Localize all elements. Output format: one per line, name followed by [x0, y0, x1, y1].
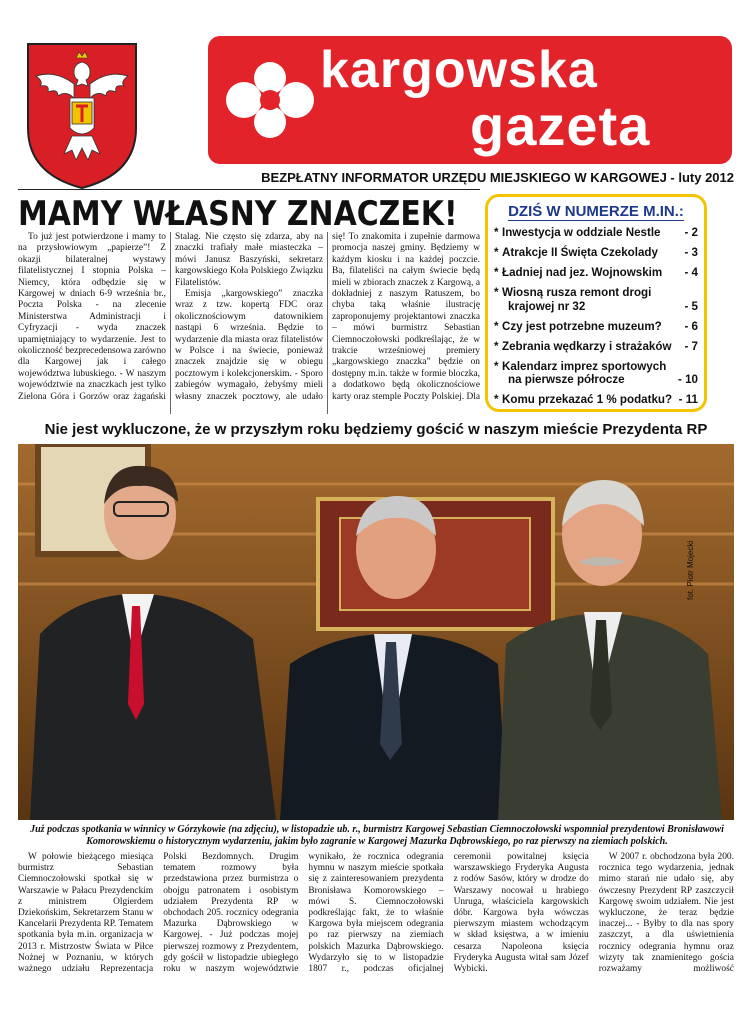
lead-article-paragraph: To już jest potwierdzone i mamy to na przysłowiowym „papierze”! Z okazji bilateralnej wystawy filatelistycznej I stopnia Polska – Niemcy, która odbędzie się w Kargowej w dniach 6-9 września br., Poczta Polska - na zlecenie Ministerstwa Administracji i Cyfryzacji - wyda znaczek upamiętniający to wydarzenie. Jest to okoliczność bezprecedensowa zarówno dla Kargowej jak i całego województwa lubuskiego. - W naszym województwie na znaczkach jest tylko Zielona Góra i Gorzów oraz żagański Stalag. Nie często się zdarza, aby na znaczki trafiały małe miasteczka – mówi Janusz Baszyński, sekretarz kargowskiego Koła Polskiego Związku Filatelistów.: [18, 232, 323, 402]
contents-item-label: Zebrania wędkarzy i strażaków: [502, 339, 672, 353]
contents-item-page: - 7: [684, 339, 698, 353]
contents-item-page: - 2: [684, 226, 698, 239]
contents-bullet: *: [494, 226, 499, 239]
contents-item-label: Komu przekazać 1 % podatku?: [502, 393, 673, 407]
second-article: [18, 852, 734, 978]
contents-bullet: *: [494, 339, 499, 353]
photo-credit: fot. Piotr Mojecki: [686, 540, 695, 600]
contents-item-label: Inwestycja w oddziale Nestle: [502, 226, 661, 239]
contents-item: [494, 320, 698, 334]
logo-title-line1: kargowska: [320, 41, 598, 99]
photo-subhead: Nie jest wykluczone, że w przyszłym roku będziemy gościć w naszym mieście Prezydenta RP: [44, 421, 708, 438]
contents-item-label: Atrakcje II Święta Czekolady: [502, 245, 658, 259]
contents-bullet: *: [494, 245, 499, 259]
masthead-banner: [208, 36, 732, 164]
contents-item: [494, 266, 698, 280]
lead-article: [18, 232, 480, 414]
contents-item: [494, 393, 698, 407]
contents-item: [494, 360, 698, 387]
logo-circles-icon: [222, 58, 318, 142]
second-article-paragraph: W połowie bieżącego miesiąca burmistrz Sebastian Ciemnoczołowski spotkał się w Warszawie w Pałacu Prezydenckim z ministrem Olgierdem Dziekońskim, Sekretarzem Stanu w Kancelarii Prezydenta RP. Tematem spotkania była m.in. organizacja w 2013 r. Mistrzostw Świata w Piłce Nożnej w Poznaniu, w których ważnego udziału Reprezentacja Polski Bezdomnych. Drugim tematem rozmowy była przedstawiona przez burmistrza o obojgu patronatem i osobistym udziałem Prezydenta RP w obchodach 205. rocznicy odegrania Mazurka Dąbrowskiego w Kargowej. - Już podczas mojej pierwszej rozmowy z Prezydentem, gdy gościł w listopadzie ubiegłego roku w naszym województwie wynikało, że rocznica odegrania hymnu w naszym mieście spotkała się z zainteresowaniem prezydenta Bronisława Komorowskiego – mówi S. Ciemnoczołowski podkreślając fakt, że to właśnie Kargowa była miejscem odegrania po raz pierwszy na ziemiach polskich Mazurka Dąbrowskiego. Wydarzyło się to w listopadzie 1807 r., podczas oficjalnej ceremonii powitalnej księcia warszawskiego Fryderyka Augusta z rodów Sasów, który w drodze do Warszawy nocował u hrabiego Unruga, właściciela kargowskich dóbr. Kargowa była wówczas pierwszym miastem wchodzącym w skład księstwa, a w imieniu cesarza Napoleona księcia Fryderyka Augusta witał sam Józef Wybicki.: [18, 852, 589, 975]
contents-item: [494, 286, 698, 313]
headline: MAMY WŁASNY ZNACZEK!: [18, 194, 458, 234]
contents-item-label: Czy jest potrzebne muzeum?: [502, 319, 662, 333]
contents-item: [494, 340, 698, 354]
contents-list: [494, 226, 698, 407]
photo-caption: Już podczas spotkania w winnicy w Górzykowie (na zdjęciu), w listopadzie ub. r., burmistrz Kargowej Sebastian Ciemnoczołowski wspomniał prezydentowi Bronisławowi Komorowskiemu o historycznym wydarzeniu, jakim było zagranie w Kargowej Mazurka Dąbrowskiego, po raz pierwszy na ziemiach polskich.: [30, 824, 724, 847]
contents-item-label: Wiosną rusza remont drogi krajowej nr 32: [502, 285, 652, 313]
masthead-tagline: BEZPŁATNY INFORMATOR URZĘDU MIEJSKIEGO W KARGOWEJ - luty 2012: [261, 170, 734, 185]
contents-item-page: - 10: [678, 373, 698, 387]
contents-item-label: Ładniej nad jez. Wojnowskim: [502, 265, 663, 279]
second-article-paragraph: W 2007 r. obchodzona była 200. rocznica tego wydarzenia, jednak mimo starań nie udało się, aby ówczesny Prezydent RP zaszczycił Kargowę swoim udziałem. Nie jest wykluczone, że teraz będzie inaczej... - Byłby to dla nas spory zaszczyt, a dla uświetnienia rocznicy odegrania hymnu oraz wizyty tak znamienitego gościa rozważamy możliwość: [598, 852, 734, 975]
logo-title-line2: gazeta: [470, 94, 651, 157]
contents-box: [485, 194, 707, 412]
contents-bullet: *: [494, 265, 499, 279]
contents-item: [494, 226, 698, 240]
contents-bullet: *: [494, 319, 499, 333]
masthead-rule: [18, 189, 480, 190]
contents-item-page: - 11: [678, 393, 698, 407]
coat-of-arms-icon: [24, 40, 140, 190]
contents-item-page: - 4: [684, 265, 698, 279]
contents-item-page: - 3: [684, 245, 698, 259]
contents-title: DZIŚ W NUMERZE M.IN.:: [508, 203, 684, 220]
contents-item: [494, 246, 698, 260]
group-photo: [18, 444, 734, 820]
contents-bullet: *: [494, 393, 499, 407]
lead-article-paragraph: Emisja „kargowskiego” znaczka wraz z tzw. kopertą FDC oraz okolicznościowym datownikiem nastąpi 6 września. Będzie to wydarzenie dla miasta oraz filatelistów w Polsce i na świecie, ponieważ znaczek znajdzie się w obiegu pocztowym i kolekcjonerskim. - Sporo zabiegów wymagało, żebyśmy mieli własny znaczek pocztowy, ale udało się! To znakomita i zupełnie darmowa promocja naszej gminy. Będziemy w każdym kiosku i na każdej poczcie. Ba, filateliści na całym świecie będą mieli w zbiorach znaczek z Kargową, a dokładniej z naszym Ratuszem, bo chyba taką właśnie ilustrację zaproponujemy projektantowi znaczka – mówi burmistrz Sebastian Ciemnoczołowski podkreślając, że w trakcie wrześniowej premiery „kargowskiego znaczka” będzie on dostępny m.in. także w formie bloczka, a dodatkowo będą okolicznościowe karty oraz stemple Poczty Polskiej. Dla: [175, 232, 480, 402]
contents-bullet: *: [494, 359, 499, 373]
contents-item-page: - 6: [684, 319, 698, 333]
contents-item-label: Kalendarz imprez sportowych na pierwsze półrocze: [502, 359, 667, 387]
contents-item-page: - 5: [684, 299, 698, 313]
contents-bullet: *: [494, 285, 499, 299]
